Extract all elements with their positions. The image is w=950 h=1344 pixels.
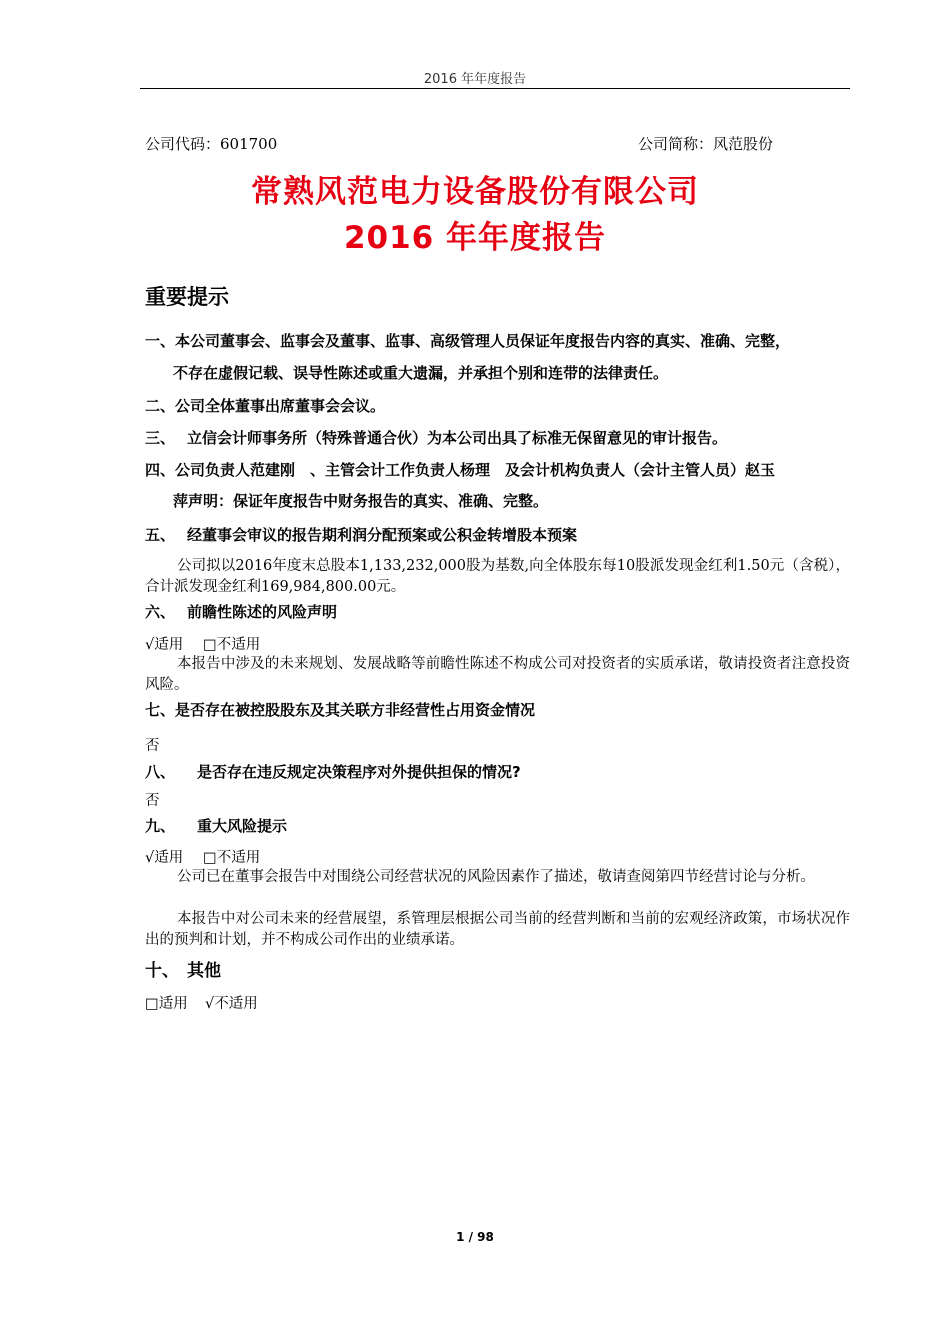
item-6-body: 本报告中涉及的未来规划、发展战略等前瞻性陈述不构成公司对投资者的实质承诺，敬请投资者注意投资风险。 bbox=[145, 656, 850, 693]
item-number: 九、 bbox=[145, 817, 176, 835]
option-not-applicable: □不适用 bbox=[203, 637, 261, 653]
company-abbreviation: 公司简称：风范股份 bbox=[638, 135, 774, 153]
item-5-body: 公司拟以2016年度末总股本1,133,232,000股为基数,向全体股东每10股派发现金红利1.50元（含税），合计派发现金红利169,984,800.00元。 bbox=[145, 558, 850, 595]
item-number: 二、 bbox=[145, 397, 176, 415]
item-8 bbox=[145, 761, 521, 782]
item-text: 重大风险提示 bbox=[197, 817, 288, 835]
company-code: 公司代码：601700 bbox=[145, 135, 278, 153]
item-1 bbox=[145, 330, 790, 351]
item-number: 七、 bbox=[145, 701, 176, 719]
item-text: 其他 bbox=[187, 961, 221, 981]
page-number: 1 / 98 bbox=[456, 1230, 494, 1244]
option-applicable: √适用 bbox=[145, 637, 184, 653]
item-number: 四、 bbox=[145, 461, 176, 479]
item-10-options bbox=[145, 992, 258, 1013]
option-not-applicable: □不适用 bbox=[203, 850, 261, 866]
report-title-company: 常熟风范电力设备股份有限公司 bbox=[251, 174, 699, 210]
item-number: 十、 bbox=[145, 961, 179, 981]
item-number: 三、 bbox=[145, 429, 176, 447]
item-text: 公司负责人范建刚 、主管会计工作负责人杨理 及会计机构负责人（会计主管人员）赵玉 bbox=[175, 461, 776, 479]
header-rule bbox=[140, 88, 850, 89]
item-number: 六、 bbox=[145, 603, 176, 621]
report-title-year: 2016 年年度报告 bbox=[343, 220, 607, 256]
item-9-options bbox=[145, 846, 260, 867]
item-number: 五、 bbox=[145, 526, 176, 544]
item-4-continuation: 萍声明：保证年度报告中财务报告的真实、准确、完整。 bbox=[173, 492, 549, 510]
section-title: 重要提示 bbox=[145, 285, 229, 309]
item-number: 八、 bbox=[145, 763, 176, 781]
item-5 bbox=[145, 524, 577, 545]
item-7-answer: 否 bbox=[145, 738, 160, 754]
running-header: 2016 年年度报告 bbox=[423, 72, 527, 87]
item-3 bbox=[145, 427, 727, 448]
option-applicable: □适用 bbox=[145, 996, 188, 1012]
item-9 bbox=[145, 815, 287, 836]
item-text: 经董事会审议的报告期利润分配预案或公积金转增股本预案 bbox=[187, 526, 578, 544]
item-text: 公司全体董事出席董事会会议。 bbox=[175, 397, 386, 415]
item-text: 是否存在被控股股东及其关联方非经营性占用资金情况 bbox=[175, 701, 536, 719]
item-1-continuation: 不存在虚假记载、误导性陈述或重大遗漏，并承担个别和连带的法律责任。 bbox=[173, 364, 669, 382]
item-6 bbox=[145, 601, 337, 622]
item-text: 本公司董事会、监事会及董事、监事、高级管理人员保证年度报告内容的真实、准确、完整， bbox=[175, 332, 791, 350]
item-text: 是否存在违反规定决策程序对外提供担保的情况? bbox=[197, 763, 521, 781]
item-text: 前瞻性陈述的风险声明 bbox=[187, 603, 338, 621]
item-number: 一、 bbox=[145, 332, 176, 350]
option-not-applicable: √不适用 bbox=[205, 996, 258, 1012]
item-8-answer: 否 bbox=[145, 793, 160, 809]
item-10 bbox=[145, 956, 221, 981]
item-9-body-2: 本报告中对公司未来的经营展望，系管理层根据公司当前的经营判断和当前的宏观经济政策，市场状况作出的预判和计划，并不构成公司作出的业绩承诺。 bbox=[145, 911, 850, 948]
item-9-body-1: 公司已在董事会报告中对围绕公司经营状况的风险因素作了描述，敬请查阅第四节经营讨论与分析。 bbox=[177, 869, 815, 885]
item-text: 立信会计师事务所（特殊普通合伙）为本公司出具了标准无保留意见的审计报告。 bbox=[187, 429, 728, 447]
item-2 bbox=[145, 395, 385, 416]
option-applicable: √适用 bbox=[145, 850, 184, 866]
item-7 bbox=[145, 699, 535, 720]
item-6-options bbox=[145, 633, 260, 654]
item-4 bbox=[145, 459, 775, 480]
